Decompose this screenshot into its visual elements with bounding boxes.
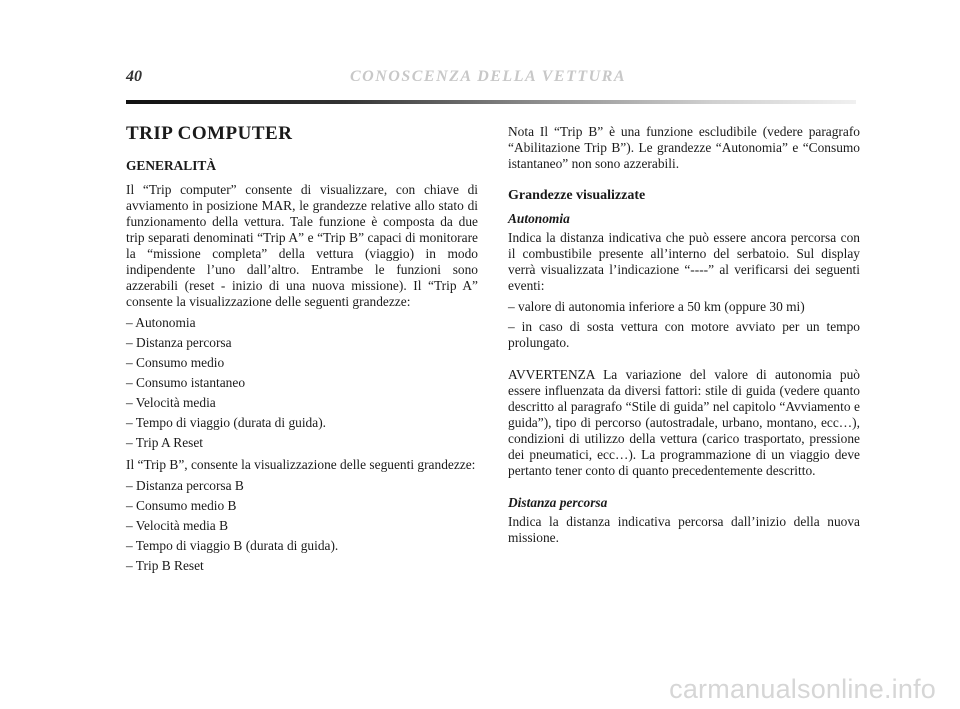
running-title: CONOSCENZA DELLA VETTURA xyxy=(350,68,627,85)
header-rule xyxy=(126,100,856,104)
trip-b-intro: Il “Trip B”, consente la visualizzazione delle seguenti grandezze: xyxy=(126,457,476,472)
section-heading: Grandezze visualizzate xyxy=(508,188,646,203)
list-item: – Consumo medio xyxy=(126,355,225,370)
list-item: – Tempo di viaggio B (durata di guida). xyxy=(126,538,339,553)
list-item: – Distanza percorsa xyxy=(126,335,232,350)
list-item: – Velocità media xyxy=(126,395,216,410)
trip-b-list xyxy=(126,478,478,574)
list-item: – Autonomia xyxy=(126,315,196,330)
subsection-title: GENERALITÀ xyxy=(126,158,217,173)
list-item: – Consumo istantaneo xyxy=(126,375,246,390)
left-column xyxy=(126,124,478,578)
list-item: – Velocità media B xyxy=(126,518,229,533)
list-item: – Tempo di viaggio (durata di guida). xyxy=(126,415,327,430)
list-item: – Trip B Reset xyxy=(126,558,204,573)
page-header xyxy=(0,0,960,110)
list-item: – Distanza percorsa B xyxy=(126,478,244,493)
autonomia-heading: Autonomia xyxy=(508,211,570,226)
list-item: – valore di autonomia inferiore a 50 km (oppure 30 mi) xyxy=(508,299,805,314)
trip-a-list xyxy=(126,315,478,451)
page-number: 40 xyxy=(126,68,142,85)
right-column xyxy=(508,124,860,546)
list-item: – Trip A Reset xyxy=(126,435,204,450)
distanza-paragraph: Indica la distanza indicativa percorsa dall’inizio della nuova missione. xyxy=(508,514,860,545)
intro-paragraph: Il “Trip computer” consente di visualizzare, con chiave di avviamento in posizione MAR, le grandezze relative allo stato di funzionamento della vettura. Tale funzione è composta da due trip separati denominati “Trip A” e “Trip B” capaci di monitorare la “missione completa” della vettura (viaggio) in modo indipendente l’uno dall’altro. Entrambe le funzioni sono azzerabili (reset - inizio di una nuova missione). Il “Trip A” consente la visualizzazione delle seguenti grandezze: xyxy=(126,182,478,309)
watermark: carmanualsonline.info xyxy=(669,674,936,704)
autonomia-list xyxy=(508,299,860,351)
distanza-heading: Distanza percorsa xyxy=(508,495,608,510)
note-paragraph: Nota Il “Trip B” è una funzione escludibile (vedere paragrafo “Abilitazione Trip B”). Le grandezze “Autonomia” e “Consumo istantaneo” non sono azzerabili. xyxy=(508,124,860,171)
list-item: – in caso di sosta vettura con motore avviato per un tempo prolungato. xyxy=(508,319,860,350)
warning-paragraph: AVVERTENZA La variazione del valore di autonomia può essere influenzata da diversi fattori: stile di guida (vedere quanto descritto al paragrafo “Stile di guida” nel capitolo “Avviamento e guida”), tipo di percorso (autostradale, urbano, montano, ecc…), condizioni di utilizzo della vettura (carico trasportato, pressione dei pneumatici, ecc…). La programmazione di un viaggio deve pertanto tener conto di quanto precedentemente descritto. xyxy=(508,367,860,478)
list-item: – Consumo medio B xyxy=(126,498,237,513)
section-title: TRIP COMPUTER xyxy=(126,123,293,144)
autonomia-paragraph: Indica la distanza indicativa che può essere ancora percorsa con il combustibile presente all’interno del serbatoio. Sul display verrà visualizzata l’indicazione “----” al verificarsi dei seguenti eventi: xyxy=(508,230,860,293)
